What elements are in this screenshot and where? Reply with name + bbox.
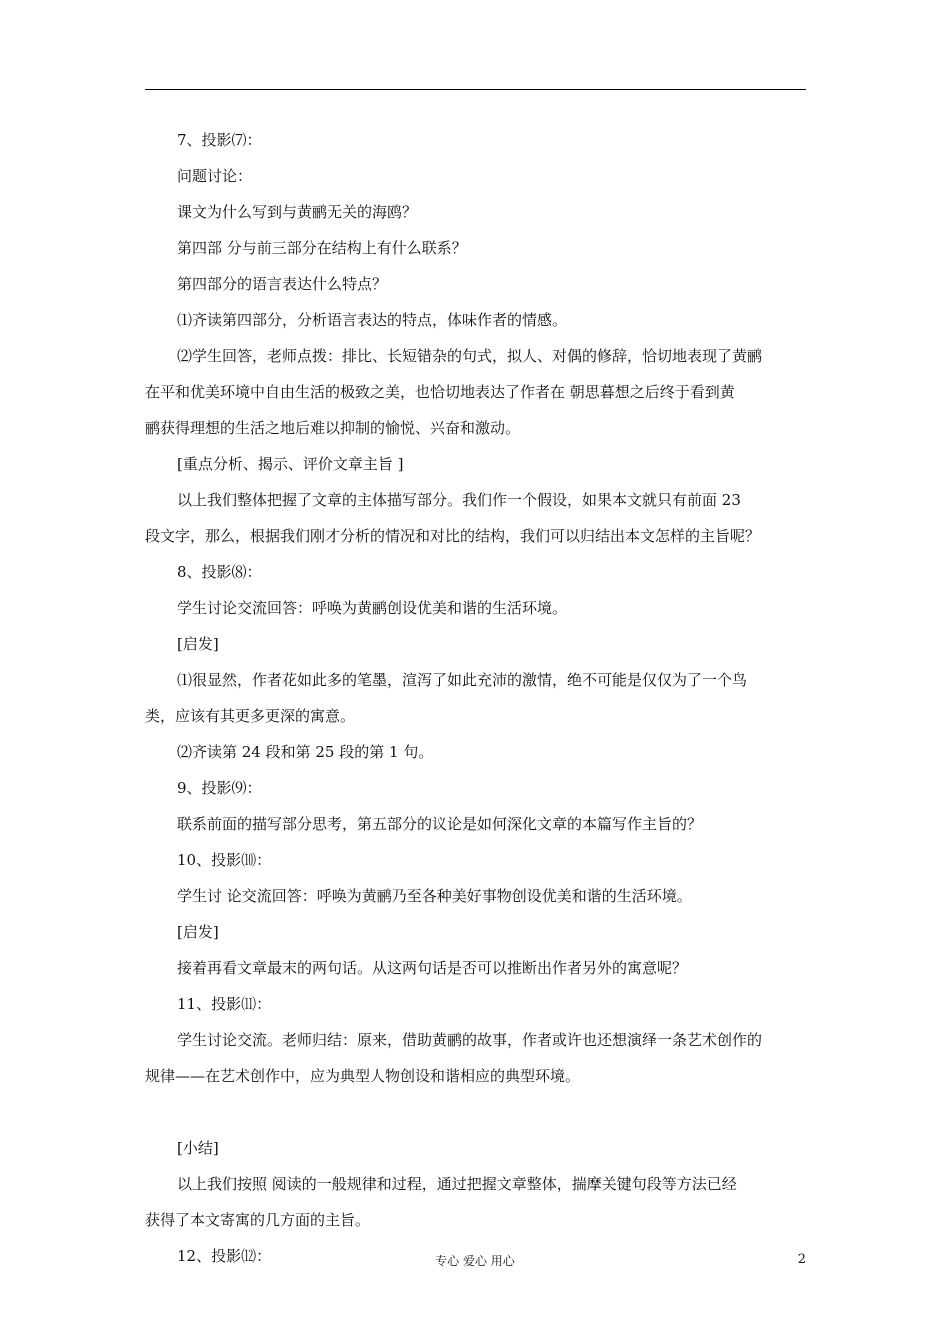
paragraph-line: 7、投影⑺： <box>177 131 262 149</box>
paragraph-line: 课文为什么写到与黄鹂无关的海鸥？ <box>177 203 418 221</box>
paragraph-line: [重点分析、揭示、评价文章主旨 ] <box>177 455 404 473</box>
paragraph-line: 类，应该有其更多更深的寓意。 <box>145 707 356 725</box>
paragraph-line: [小结] <box>177 1139 219 1157</box>
paragraph-line: ⑵学生回答，老师点拨：排比、长短错杂的句式，拟人、对偶的修辞，恰切地表现了黄鹂 <box>177 347 763 365</box>
paragraph-line: 段文字，那么，根据我们刚才分析的情况和对比的结构，我们可以归结出本文怎样的主旨呢？ <box>145 527 761 545</box>
document-body <box>145 122 806 1274</box>
paragraph-line: 11、投影⑾： <box>177 995 272 1013</box>
paragraph-line: 10、投影⑽： <box>177 851 272 869</box>
paragraph-line: 规律——在艺术创作中，应为典型人物创设和谐相应的典型环境。 <box>145 1067 581 1085</box>
paragraph-line: 第四部分的语言表达什么特点？ <box>177 275 388 293</box>
page-number: 2 <box>797 1252 806 1267</box>
page-footer <box>0 1252 950 1272</box>
paragraph-line: 获得了本文寄寓的几方面的主旨。 <box>145 1211 371 1229</box>
paragraph-line: 学生讨 论交流回答：呼唤为黄鹂乃至各种美好事物创设优美和谐的生活环境。 <box>177 887 692 905</box>
paragraph-line: 在平和优美环境中自由生活的极致之美，也恰切地表达了作者在 朝思暮想之后终于看到黄 <box>145 383 735 401</box>
paragraph-line: ⑴很显然，作者花如此多的笔墨，渲泻了如此充沛的激情，绝不可能是仅仅为了一个鸟 <box>177 671 748 689</box>
paragraph-line: 鹂获得理想的生活之地后难以抑制的愉悦、兴奋和激动。 <box>145 419 521 437</box>
paragraph-line: 接着再看文章最末的两句话。从这两句话是否可以推断出作者另外的寓意呢？ <box>177 959 688 977</box>
paragraph-line: [启发] <box>177 635 219 653</box>
paragraph-line: [启发] <box>177 923 219 941</box>
paragraph-line: 以上我们按照 阅读的一般规律和过程，通过把握文章整体，揣摩关键句段等方法已经 <box>177 1175 737 1193</box>
header-rule <box>145 89 806 90</box>
paragraph-line: 以上我们整体把握了文章的主体描写部分。我们作一个假设，如果本文就只有前面 23 <box>177 491 741 509</box>
paragraph-line: ⑴齐读第四部分，分析语言表达的特点，体味作者的情感。 <box>177 311 568 329</box>
paragraph-line: ⑵齐读第 24 段和第 25 段的第 1 句。 <box>177 743 434 761</box>
paragraph-line: 学生讨论交流回答：呼唤为黄鹂创设优美和谐的生活环境。 <box>177 599 568 617</box>
paragraph-line: 8、投影⑻： <box>177 563 262 581</box>
paragraph-line: 联系前面的描写部分思考，第五部分的议论是如何深化文章的本篇写作主旨的？ <box>177 815 703 833</box>
paragraph-line: 问题讨论： <box>177 167 253 185</box>
paragraph-line: 12、投影⑿： <box>177 1247 272 1265</box>
paragraph-line: 9、投影⑼： <box>177 779 262 797</box>
blank-line <box>145 1094 806 1130</box>
paragraph-line: 学生讨论交流。老师归结：原来，借助黄鹂的故事，作者或许也还想演绎一条艺术创作的 <box>177 1031 763 1049</box>
paragraph-line: 第四部 分与前三部分在结构上有什么联系？ <box>177 239 467 257</box>
footer-motto: 专心 爱心 用心 <box>435 1254 515 1268</box>
